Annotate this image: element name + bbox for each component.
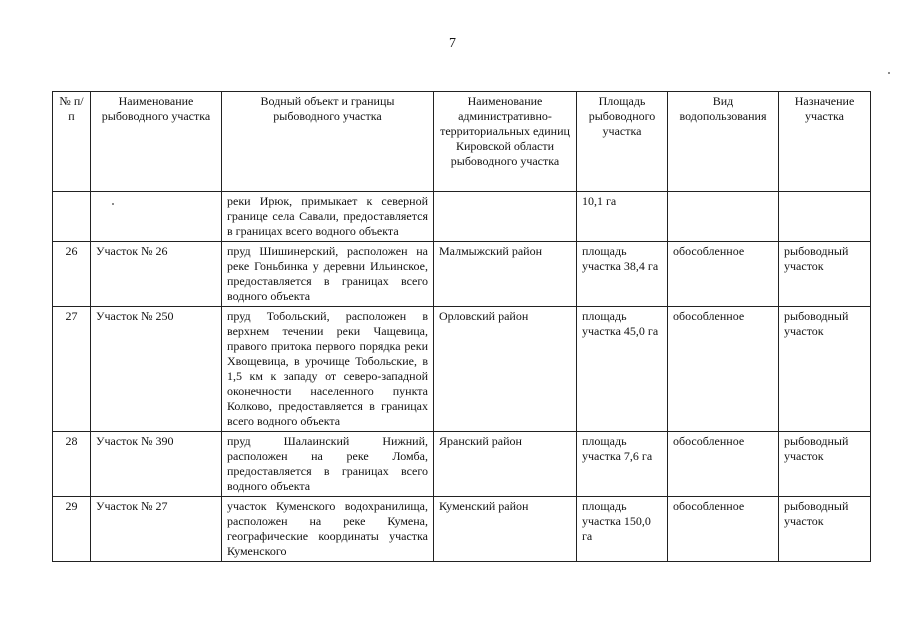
cell-purpose: рыбоводный участок xyxy=(779,497,871,562)
scan-speck xyxy=(888,72,890,74)
header-purpose: Назначение участка xyxy=(779,92,871,192)
cell-use xyxy=(668,192,779,242)
cell-use: обособленное xyxy=(668,432,779,497)
table-row xyxy=(53,432,871,497)
cell-district: Малмыжский район xyxy=(434,242,577,307)
table-row xyxy=(53,497,871,562)
cell-area: площадь участка 38,4 га xyxy=(577,242,668,307)
cell-use: обособленное xyxy=(668,242,779,307)
header-object: Водный объект и границы рыбоводного участка xyxy=(222,92,434,192)
header-use: Вид водопользования xyxy=(668,92,779,192)
header-district: Наименование административно-территориальных единиц Кировской области рыбоводного участка xyxy=(434,92,577,192)
cell-num: 27 xyxy=(53,307,91,432)
cell-num xyxy=(53,192,91,242)
cell-name: Участок № 250 xyxy=(91,307,222,432)
fish-farming-sites-table xyxy=(52,91,871,562)
cell-object: реки Ирюк, примыкает к северной границе села Савали, предоставляется в границах всего водного объекта xyxy=(222,192,434,242)
page-number: 7 xyxy=(449,36,456,51)
header-num: № п/п xyxy=(53,92,91,192)
cell-purpose xyxy=(779,192,871,242)
cell-purpose: рыбоводный участок xyxy=(779,307,871,432)
cell-object: участок Куменского водохранилища, расположен на реке Кумена, географические координаты участка Куменского xyxy=(222,497,434,562)
table-row xyxy=(53,307,871,432)
cell-purpose: рыбоводный участок xyxy=(779,432,871,497)
cell-district: Орловский район xyxy=(434,307,577,432)
table-row xyxy=(53,242,871,307)
cell-name: Участок № 26 xyxy=(91,242,222,307)
cell-num: 26 xyxy=(53,242,91,307)
cell-area: площадь участка 45,0 га xyxy=(577,307,668,432)
cell-use: обособленное xyxy=(668,497,779,562)
cell-use: обособленное xyxy=(668,307,779,432)
table-row xyxy=(53,192,871,242)
cell-purpose: рыбоводный участок xyxy=(779,242,871,307)
cell-object: пруд Шалаинский Нижний, расположен на реке Ломба, предоставляется в границах всего водного объекта xyxy=(222,432,434,497)
cell-name: Участок № 390 xyxy=(91,432,222,497)
cell-num: 29 xyxy=(53,497,91,562)
cell-object: пруд Тобольский, расположен в верхнем течении реки Чащевица, правого притока первого порядка реки Хвощевица, в урочище Тобольские, в 1,5 км к западу от северо-западной оконечности населенного пункта Колково, предоставляется в границах всего водного объекта xyxy=(222,307,434,432)
cell-area: площадь участка 7,6 га xyxy=(577,432,668,497)
cell-area: площадь участка 150,0 га xyxy=(577,497,668,562)
cell-district xyxy=(434,192,577,242)
cell-district: Куменский район xyxy=(434,497,577,562)
cell-object: пруд Шишинерский, расположен на реке Гоньбинка у деревни Ильинское, предоставляется в границах всего водного объекта xyxy=(222,242,434,307)
cell-district: Яранский район xyxy=(434,432,577,497)
cell-name xyxy=(91,192,222,242)
table-header-row xyxy=(53,92,871,192)
cell-num: 28 xyxy=(53,432,91,497)
header-name: Наименование рыбоводного участка xyxy=(91,92,222,192)
cell-area: 10,1 га xyxy=(577,192,668,242)
header-area: Площадь рыбоводного участка xyxy=(577,92,668,192)
cell-name: Участок № 27 xyxy=(91,497,222,562)
